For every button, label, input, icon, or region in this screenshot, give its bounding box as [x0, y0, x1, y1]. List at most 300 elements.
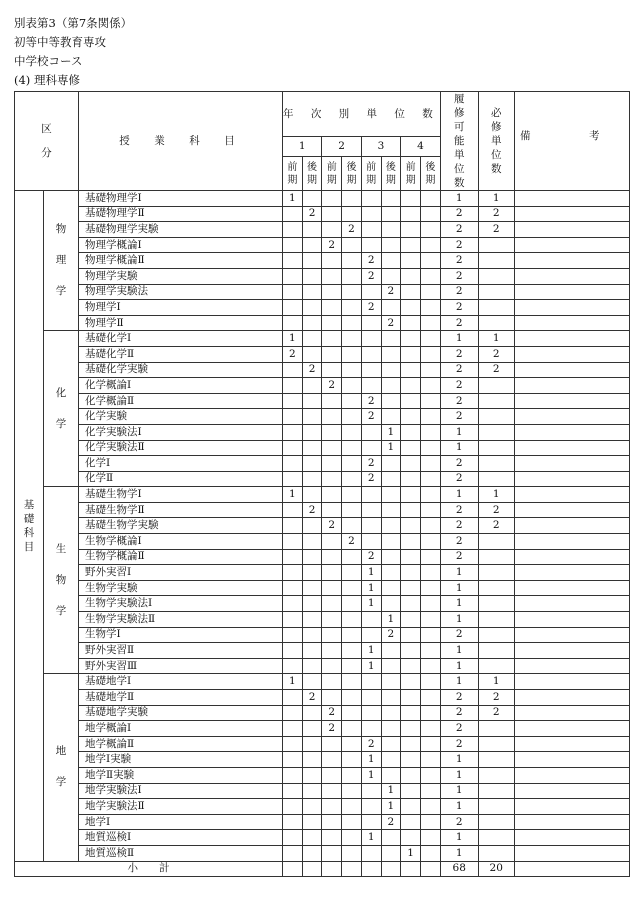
available-credits: 2	[440, 315, 478, 331]
semester-credit	[401, 643, 421, 659]
semester-credit	[361, 845, 381, 861]
semester-credit	[381, 596, 401, 612]
semester-credit	[342, 643, 362, 659]
semester-credit: 1	[361, 643, 381, 659]
semester-credit	[342, 424, 362, 440]
semester-credit	[381, 191, 401, 207]
subject-name: 基礎物理学Ⅱ	[79, 206, 283, 222]
required-credits	[478, 534, 514, 550]
table-row	[15, 799, 630, 815]
remarks-cell	[514, 658, 629, 674]
header-credits	[440, 92, 478, 191]
semester-credit	[381, 830, 401, 846]
semester-credit	[381, 471, 401, 487]
required-credits	[478, 237, 514, 253]
semester-credit	[283, 424, 303, 440]
required-credits	[478, 565, 514, 581]
subject-name: 地学Ⅰ	[79, 814, 283, 830]
semester-credit	[361, 690, 381, 706]
semester-credit	[401, 456, 421, 472]
required-credits: 2	[478, 690, 514, 706]
remarks-cell	[514, 487, 629, 503]
semester-credit: 2	[322, 378, 342, 394]
semester-credit	[283, 643, 303, 659]
semester-credit	[322, 534, 342, 550]
required-credits: 2	[478, 705, 514, 721]
semester-credit	[342, 627, 362, 643]
semester-credit	[283, 705, 303, 721]
semester-credit: 2	[322, 518, 342, 534]
semester-credit	[401, 549, 421, 565]
subtotal-semester-cell	[361, 861, 381, 877]
group-cell	[44, 487, 79, 674]
semester-credit	[401, 440, 421, 456]
required-credits: 2	[478, 346, 514, 362]
semester-credit	[322, 752, 342, 768]
semester-credit	[361, 783, 381, 799]
semester-credit	[342, 612, 362, 628]
semester-credit	[302, 518, 322, 534]
semester-credit	[381, 502, 401, 518]
semester-credit	[401, 268, 421, 284]
semester-credit	[342, 658, 362, 674]
subject-name: 野外実習Ⅲ	[79, 658, 283, 674]
semester-credit	[420, 580, 440, 596]
semester-credit: 2	[361, 736, 381, 752]
semester-credit	[342, 783, 362, 799]
semester-credit	[381, 253, 401, 269]
semester-credit	[420, 315, 440, 331]
remarks-cell	[514, 191, 629, 207]
semester-credit: 2	[381, 627, 401, 643]
subject-name: 物理学実験法	[79, 284, 283, 300]
remarks-cell	[514, 612, 629, 628]
semester-credit	[283, 565, 303, 581]
semester-credit	[322, 783, 342, 799]
semester-credit	[283, 471, 303, 487]
remarks-cell	[514, 767, 629, 783]
semester-credit	[420, 690, 440, 706]
semester-credit	[381, 752, 401, 768]
semester-credit	[420, 284, 440, 300]
semester-credit	[342, 596, 362, 612]
group-cell	[44, 191, 79, 331]
semester-credit	[381, 549, 401, 565]
table-row	[15, 191, 630, 207]
semester-credit	[322, 346, 342, 362]
remarks-cell	[514, 315, 629, 331]
semester-credit: 1	[283, 674, 303, 690]
subtotal-semester-cell	[283, 861, 303, 877]
semester-credit	[361, 705, 381, 721]
remarks-cell	[514, 300, 629, 316]
semester-credit	[401, 315, 421, 331]
semester-credit	[401, 565, 421, 581]
semester-credit	[381, 487, 401, 503]
semester-credit: 1	[361, 767, 381, 783]
semester-credit	[361, 362, 381, 378]
semester-credit	[342, 580, 362, 596]
subtotal-row	[15, 861, 630, 877]
available-credits: 1	[440, 424, 478, 440]
subject-name: 基礎物理学実験	[79, 222, 283, 238]
semester-credit: 1	[361, 565, 381, 581]
course-name: 中学校コース	[14, 54, 83, 68]
semester-credit	[302, 222, 322, 238]
semester-credit	[420, 752, 440, 768]
semester-header: 後期	[381, 157, 401, 191]
subject-name: 化学Ⅰ	[79, 456, 283, 472]
available-credits: 1	[440, 830, 478, 846]
semester-credit	[302, 331, 322, 347]
semester-credit	[361, 627, 381, 643]
required-credits	[478, 393, 514, 409]
available-credits: 2	[440, 346, 478, 362]
required-credits	[478, 643, 514, 659]
remarks-cell	[514, 799, 629, 815]
required-credits	[478, 767, 514, 783]
available-credits: 1	[440, 658, 478, 674]
header-kubun	[15, 92, 79, 191]
semester-credit	[342, 300, 362, 316]
semester-credit	[322, 845, 342, 861]
table-row	[15, 456, 630, 472]
remarks-cell	[514, 565, 629, 581]
semester-credit	[420, 502, 440, 518]
table-row	[15, 643, 630, 659]
semester-credit	[283, 315, 303, 331]
table-row	[15, 580, 630, 596]
semester-credit	[283, 300, 303, 316]
semester-credit	[401, 191, 421, 207]
remarks-cell	[514, 674, 629, 690]
table-row	[15, 268, 630, 284]
semester-credit	[322, 471, 342, 487]
remarks-cell	[514, 284, 629, 300]
semester-credit	[420, 845, 440, 861]
required-credits	[478, 799, 514, 815]
semester-credit: 1	[361, 658, 381, 674]
available-credits: 1	[440, 674, 478, 690]
table-row	[15, 596, 630, 612]
semester-credit	[283, 799, 303, 815]
semester-credit	[302, 799, 322, 815]
semester-credit	[322, 565, 342, 581]
subject-name: 生物学実験法Ⅰ	[79, 596, 283, 612]
subject-name: 生物学実験	[79, 580, 283, 596]
table-reference: 別表第3（第7条関係）	[14, 16, 133, 30]
semester-credit	[342, 518, 362, 534]
header-credits-label: 履修可能単位数	[453, 93, 465, 189]
semester-credit	[401, 409, 421, 425]
semester-credit	[401, 627, 421, 643]
table-row	[15, 409, 630, 425]
semester-credit	[322, 253, 342, 269]
semester-credit: 2	[361, 456, 381, 472]
subject-name: 物理学実験	[79, 268, 283, 284]
semester-credit	[342, 502, 362, 518]
semester-credit	[302, 612, 322, 628]
subject-name: 化学概論Ⅱ	[79, 393, 283, 409]
semester-header: 後期	[420, 157, 440, 191]
subject-name: 化学概論Ⅰ	[79, 378, 283, 394]
semester-credit	[401, 736, 421, 752]
semester-credit	[283, 222, 303, 238]
semester-credit	[283, 378, 303, 394]
semester-credit	[381, 518, 401, 534]
group-label: 化学	[55, 386, 67, 430]
semester-credit	[302, 268, 322, 284]
semester-credit	[361, 721, 381, 737]
semester-credit	[401, 253, 421, 269]
semester-credit	[401, 518, 421, 534]
semester-credit	[302, 284, 322, 300]
required-credits: 2	[478, 502, 514, 518]
available-credits: 2	[440, 300, 478, 316]
available-credits: 2	[440, 253, 478, 269]
semester-credit	[381, 690, 401, 706]
semester-credit	[302, 378, 322, 394]
available-credits: 2	[440, 206, 478, 222]
semester-credit	[420, 612, 440, 628]
semester-credit	[401, 721, 421, 737]
semester-credit	[302, 549, 322, 565]
semester-credit	[302, 237, 322, 253]
semester-credit	[420, 627, 440, 643]
semester-credit	[283, 253, 303, 269]
semester-header: 前期	[361, 157, 381, 191]
semester-credit	[322, 362, 342, 378]
semester-credit: 2	[342, 222, 362, 238]
semester-credit	[342, 393, 362, 409]
semester-credit	[322, 612, 342, 628]
subject-name: 化学Ⅱ	[79, 471, 283, 487]
semester-credit	[381, 222, 401, 238]
remarks-cell	[514, 253, 629, 269]
subject-name: 地学Ⅱ実験	[79, 767, 283, 783]
semester-credit	[361, 191, 381, 207]
available-credits: 2	[440, 690, 478, 706]
remarks-cell	[514, 534, 629, 550]
available-credits: 2	[440, 409, 478, 425]
table-row	[15, 549, 630, 565]
semester-credit: 2	[361, 253, 381, 269]
subtotal-semester-cell	[322, 861, 342, 877]
required-credits: 2	[478, 362, 514, 378]
subject-name: 基礎地学実験	[79, 705, 283, 721]
semester-credit	[302, 705, 322, 721]
semester-credit	[420, 643, 440, 659]
required-credits: 1	[478, 191, 514, 207]
semester-credit	[381, 534, 401, 550]
semester-credit	[420, 331, 440, 347]
semester-credit	[342, 409, 362, 425]
required-credits	[478, 580, 514, 596]
required-credits: 1	[478, 331, 514, 347]
semester-credit	[322, 596, 342, 612]
semester-credit	[302, 315, 322, 331]
semester-credit	[361, 502, 381, 518]
semester-credit	[361, 674, 381, 690]
table-row	[15, 690, 630, 706]
available-credits: 2	[440, 705, 478, 721]
subject-name: 基礎化学Ⅱ	[79, 346, 283, 362]
semester-credit	[302, 440, 322, 456]
group-label: 生物学	[55, 542, 67, 617]
table-row	[15, 518, 630, 534]
semester-credit	[283, 580, 303, 596]
group-cell	[44, 674, 79, 861]
semester-credit	[401, 705, 421, 721]
required-credits	[478, 612, 514, 628]
category-cell	[15, 191, 44, 862]
subject-name: 化学実験	[79, 409, 283, 425]
semester-credit	[302, 596, 322, 612]
available-credits: 2	[440, 393, 478, 409]
subtotal-semester-cell	[420, 861, 440, 877]
subject-name: 基礎生物学Ⅱ	[79, 502, 283, 518]
semester-credit	[342, 690, 362, 706]
required-credits: 1	[478, 487, 514, 503]
available-credits: 1	[440, 191, 478, 207]
semester-credit	[361, 206, 381, 222]
semester-credit	[381, 643, 401, 659]
semester-credit	[381, 674, 401, 690]
subject-name: 物理学概論Ⅰ	[79, 237, 283, 253]
header-year: 年 次 別 単 位 数	[283, 92, 441, 137]
semester-credit	[420, 206, 440, 222]
semester-credit	[361, 612, 381, 628]
semester-credit: 2	[361, 549, 381, 565]
available-credits: 2	[440, 471, 478, 487]
available-credits: 1	[440, 799, 478, 815]
table-row	[15, 440, 630, 456]
semester-credit	[302, 471, 322, 487]
semester-credit	[322, 549, 342, 565]
available-credits: 1	[440, 331, 478, 347]
semester-credit	[342, 549, 362, 565]
table-row	[15, 346, 630, 362]
required-credits	[478, 284, 514, 300]
semester-credit	[401, 767, 421, 783]
semester-credit	[342, 206, 362, 222]
remarks-cell	[514, 502, 629, 518]
semester-credit	[381, 393, 401, 409]
semester-credit	[283, 409, 303, 425]
semester-credit	[322, 315, 342, 331]
semester-credit	[322, 814, 342, 830]
required-credits	[478, 814, 514, 830]
semester-credit	[342, 674, 362, 690]
required-credits	[478, 845, 514, 861]
table-row	[15, 206, 630, 222]
subject-name: 生物学実験法Ⅱ	[79, 612, 283, 628]
required-credits	[478, 300, 514, 316]
available-credits: 2	[440, 284, 478, 300]
semester-credit	[342, 705, 362, 721]
semester-credit	[302, 783, 322, 799]
specialization-name: (4) 理科専修	[14, 73, 80, 87]
semester-credit	[381, 767, 401, 783]
semester-credit	[302, 643, 322, 659]
subject-name: 生物学概論Ⅱ	[79, 549, 283, 565]
year-header-2: 2	[322, 137, 361, 157]
semester-credit	[283, 393, 303, 409]
remarks-cell	[514, 736, 629, 752]
semester-credit	[420, 736, 440, 752]
subject-name: 基礎生物学Ⅰ	[79, 487, 283, 503]
semester-credit	[381, 206, 401, 222]
semester-credit	[401, 658, 421, 674]
semester-credit	[302, 253, 322, 269]
semester-credit	[283, 658, 303, 674]
semester-credit	[420, 534, 440, 550]
semester-credit	[283, 268, 303, 284]
semester-credit	[302, 721, 322, 737]
required-credits	[478, 253, 514, 269]
semester-credit	[401, 222, 421, 238]
remarks-cell	[514, 783, 629, 799]
group-label: 地学	[55, 745, 67, 789]
required-credits	[478, 456, 514, 472]
semester-credit	[302, 409, 322, 425]
table-row	[15, 237, 630, 253]
available-credits: 2	[440, 378, 478, 394]
remarks-cell	[514, 830, 629, 846]
semester-credit	[342, 845, 362, 861]
semester-credit: 2	[322, 721, 342, 737]
subject-name: 地質巡検Ⅱ	[79, 845, 283, 861]
semester-credit	[420, 362, 440, 378]
semester-credit	[361, 424, 381, 440]
semester-credit	[283, 783, 303, 799]
group-label: 物理学	[55, 223, 67, 298]
required-credits	[478, 658, 514, 674]
semester-credit	[381, 845, 401, 861]
subject-name: 地学Ⅰ実験	[79, 752, 283, 768]
semester-credit	[283, 767, 303, 783]
semester-credit	[342, 830, 362, 846]
semester-credit: 1	[361, 752, 381, 768]
semester-credit: 2	[381, 315, 401, 331]
semester-credit	[381, 268, 401, 284]
semester-credit	[381, 456, 401, 472]
semester-credit: 2	[361, 268, 381, 284]
semester-credit	[420, 253, 440, 269]
semester-credit	[381, 658, 401, 674]
table-row	[15, 424, 630, 440]
semester-header: 後期	[342, 157, 362, 191]
semester-credit: 1	[381, 424, 401, 440]
header-subject: 授 業 科 目	[79, 92, 283, 191]
semester-credit	[401, 206, 421, 222]
required-credits: 2	[478, 206, 514, 222]
semester-credit	[361, 487, 381, 503]
remarks-cell	[514, 268, 629, 284]
subtotal-semester-cell	[342, 861, 362, 877]
semester-credit	[283, 518, 303, 534]
available-credits: 1	[440, 596, 478, 612]
semester-credit	[401, 534, 421, 550]
required-credits: 2	[478, 222, 514, 238]
semester-credit	[361, 331, 381, 347]
semester-credit	[420, 487, 440, 503]
table-row	[15, 705, 630, 721]
semester-credit: 2	[322, 705, 342, 721]
semester-credit	[322, 222, 342, 238]
semester-credit: 2	[381, 284, 401, 300]
semester-credit	[401, 378, 421, 394]
